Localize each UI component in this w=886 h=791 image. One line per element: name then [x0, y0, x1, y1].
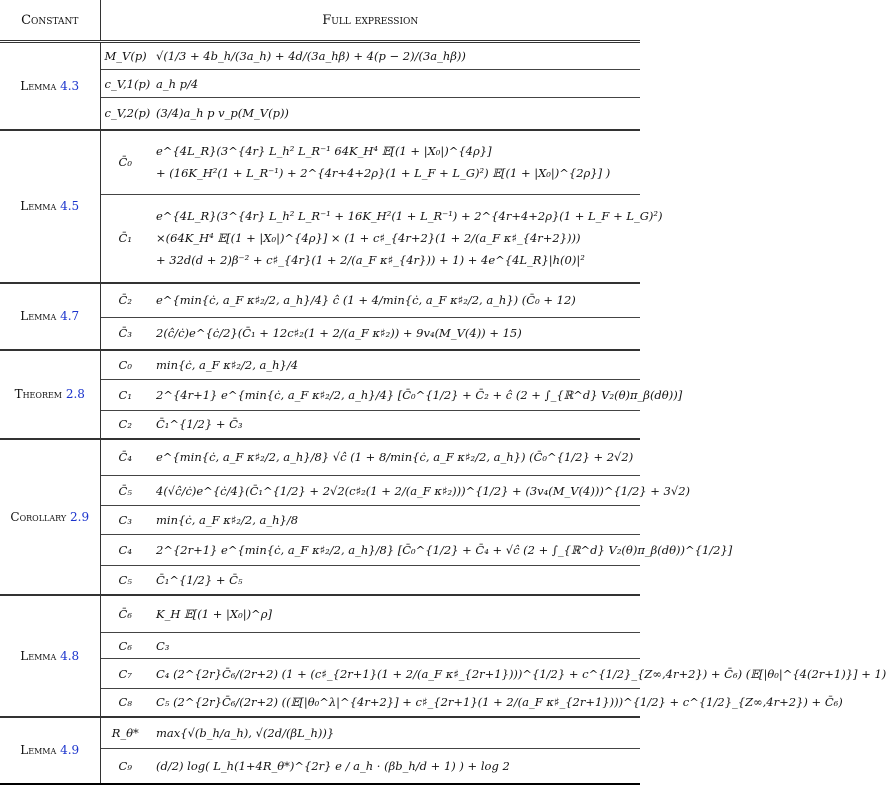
group-label-text: Corollary: [10, 509, 67, 524]
group-label-text: Theorem: [14, 387, 62, 401]
constant-name: C₀: [100, 350, 150, 380]
constant-expression: [150, 318, 640, 350]
expression-line: 2^{2r+1} e^{min{ċ, a_F κ♯₂/2, a_h}/8} [C̄₀^{1/2} + C̄₄ + √ĉ (2 + ∫_{ℝ^d} V₂(θ)π_β(dθ))^{1/2}]: [156, 543, 733, 557]
expression-line: C₄ (2^{2r}C̄₆/(2r+2) (1 + (c♯_{2r+1}(1 + 2/(a_F κ♯_{2r+1})))^{1/2} + c^{1/2}_{Z∞,4r+2}) + C̄₆) (𝔼[|θ₀|^{4(2r+1)}] + 1): [156, 666, 886, 681]
header-row: [0, 0, 640, 42]
group-label-text: Lemma: [20, 78, 57, 93]
header-full-expression: Full expression: [100, 0, 640, 42]
group-label: [0, 717, 100, 784]
expression-line: (3/4)a_h p v_p(M_V(p)): [156, 106, 289, 121]
constant-expression: [150, 98, 640, 130]
expression-line: min{ċ, a_F κ♯₂/2, a_h}/8: [156, 513, 299, 527]
expression-line: e^{4L_R}(3^{4r} L_h² L_R⁻¹ + 16K_H²(1 + L_R⁻¹) + 2^{4r+4+2ρ}(1 + L_F + L_G)²): [156, 209, 663, 224]
expression-line: e^{4L_R}(3^{4r} L_h² L_R⁻¹ 64K_H⁴ 𝔼[(1 + |X₀|)^{4ρ}]: [156, 144, 492, 159]
group-label-text: Lemma: [20, 648, 57, 663]
expression-line: 2(ĉ/ċ)e^{ċ/2}(C̄₁ + 12c♯₂(1 + 2/(a_F κ♯₂)) + 9v₄(M_V(4)) + 15): [156, 326, 522, 341]
expression-line: max{√(b_h/a_h), √(2d/(βL_h))}: [156, 725, 335, 740]
constant-expression: [150, 42, 640, 70]
constant-expression: [150, 566, 640, 595]
constant-name: c_V,1(p): [100, 70, 150, 98]
constant-name: R_θ*: [100, 717, 150, 749]
constant-name: C₄: [100, 535, 150, 566]
constant-name: C₃: [100, 506, 150, 535]
constant-name: C̄₂: [100, 283, 150, 318]
expression-line: 4(√ĉ/ċ)e^{ċ/4}(C̄₁^{1/2} + 2√2(c♯₂(1 + 2/(a_F κ♯₂)))^{1/2} + (3v₄(M_V(4)))^{1/2} + 3√2): [156, 483, 690, 498]
expression-line: (d/2) log( L_h(1+4R_θ*)^{2r} e / a_h · (βb_h/d + 1) ) + log 2: [156, 758, 510, 773]
constant-expression: [150, 130, 640, 195]
constant-expression: [150, 70, 640, 98]
constant-name: c_V,2(p): [100, 98, 150, 130]
constant-expression: [150, 717, 640, 749]
group-label: [0, 595, 100, 717]
group-label: [0, 283, 100, 350]
expression-line: + (16K_H²(1 + L_R⁻¹) + 2^{4r+4+2ρ}(1 + L_F + L_G)²) 𝔼[(1 + |X₀|)^{2ρ}] ): [156, 166, 611, 181]
constant-name: C₁: [100, 380, 150, 411]
group-label: [0, 350, 100, 439]
group-label-text: Lemma: [20, 743, 57, 757]
expression-line: min{ċ, a_F κ♯₂/2, a_h}/4: [156, 357, 299, 372]
reference-link[interactable]: 4.3: [60, 78, 80, 93]
expression-line: e^{min{ċ, a_F κ♯₂/2, a_h}/4} ĉ (1 + 4/min{ċ, a_F κ♯₂/2, a_h}) (C̄₀ + 12): [156, 293, 576, 308]
constant-expression: [150, 749, 640, 784]
constant-expression: [150, 476, 690, 506]
constant-expression: [150, 380, 683, 411]
constant-expression: [150, 633, 640, 659]
constant-name: C₇: [100, 659, 150, 689]
table-row: [0, 717, 640, 749]
constant-name: C̄₃: [100, 318, 150, 350]
constant-name: M_V(p): [100, 42, 150, 70]
constant-expression: [150, 659, 886, 689]
reference-link[interactable]: 4.7: [60, 309, 80, 323]
group-label-text: Lemma: [20, 309, 57, 323]
table-row: [0, 350, 640, 380]
table-row: [0, 130, 640, 195]
constant-expression: [150, 439, 640, 476]
group-label: [0, 439, 100, 595]
constant-expression: [150, 689, 843, 717]
table-row: [0, 439, 640, 476]
constant-expression: [150, 535, 733, 566]
expression-line: C₅ (2^{2r}C̄₆/(2r+2) ((𝔼[|θ₀^λ|^{4r+2}] + c♯_{2r+1}(1 + 2/(a_F κ♯_{2r+1})))^{1/2} + c^{1/2}_{Z∞,4r+2}) + C̄₆): [156, 695, 843, 710]
group-label: [0, 42, 100, 130]
constant-expression: [150, 411, 640, 439]
constant-name: C₅: [100, 566, 150, 595]
expression-line: 2^{4r+1} e^{min{ċ, a_F κ♯₂/2, a_h}/4} [C̄₀^{1/2} + C̄₂ + ĉ (2 + ∫_{ℝ^d} V₂(θ)π_β(dθ))]: [156, 388, 683, 402]
constant-name: C₆: [100, 633, 150, 659]
constant-name: C₉: [100, 749, 150, 784]
expression-line: + 32d(d + 2)β⁻² + c♯_{4r}(1 + 2/(a_F κ♯_{4r})) + 1) + 4e^{4L_R}|h(0)|²: [156, 253, 585, 268]
constant-expression: [150, 283, 640, 318]
expression-line: a_h p/4: [156, 76, 199, 91]
constant-name: C̄₄: [100, 439, 150, 476]
constant-expression: [150, 350, 640, 380]
constant-name: C̄₀: [100, 130, 150, 195]
reference-link[interactable]: 2.8: [65, 387, 85, 401]
constant-expression: [150, 506, 640, 535]
group-label: [0, 130, 100, 283]
table-row: [0, 595, 640, 633]
header-constant: Constant: [0, 0, 100, 42]
group-label-text: Lemma: [20, 199, 57, 213]
constant-name: C̄₁: [100, 195, 150, 283]
reference-link[interactable]: 4.8: [60, 648, 80, 663]
expression-line: ×(64K_H⁴ 𝔼[(1 + |X₀|)^{4ρ}] × (1 + c♯_{4r+2}(1 + 2/(a_F κ♯_{4r+2}))): [156, 231, 581, 246]
table-row: [0, 283, 640, 318]
expression-line: C̄₁^{1/2} + C̄₃: [156, 417, 243, 432]
constant-name: C̄₅: [100, 476, 150, 506]
constant-expression: [150, 195, 663, 283]
reference-link[interactable]: 2.9: [70, 509, 90, 524]
constant-expression: [150, 595, 640, 633]
expression-line: e^{min{ċ, a_F κ♯₂/2, a_h}/8} √ĉ (1 + 8/min{ċ, a_F κ♯₂/2, a_h}) (C̄₀^{1/2} + 2√2): [156, 450, 634, 465]
constant-name: C₈: [100, 689, 150, 717]
reference-link[interactable]: 4.5: [60, 199, 80, 213]
expression-line: C₃: [156, 638, 170, 653]
constant-name: C̄₆: [100, 595, 150, 633]
table-row: [0, 42, 640, 70]
expression-line: K_H 𝔼[(1 + |X₀|)^ρ]: [156, 606, 272, 621]
expression-line: C̄₁^{1/2} + C̄₅: [156, 572, 243, 587]
reference-link[interactable]: 4.9: [60, 743, 80, 757]
constant-name: C₂: [100, 411, 150, 439]
expression-line: √(1/3 + 4b_h/(3a_h) + 4d/(3a_hβ) + 4(p − 2)/(3a_hβ)): [156, 49, 466, 63]
